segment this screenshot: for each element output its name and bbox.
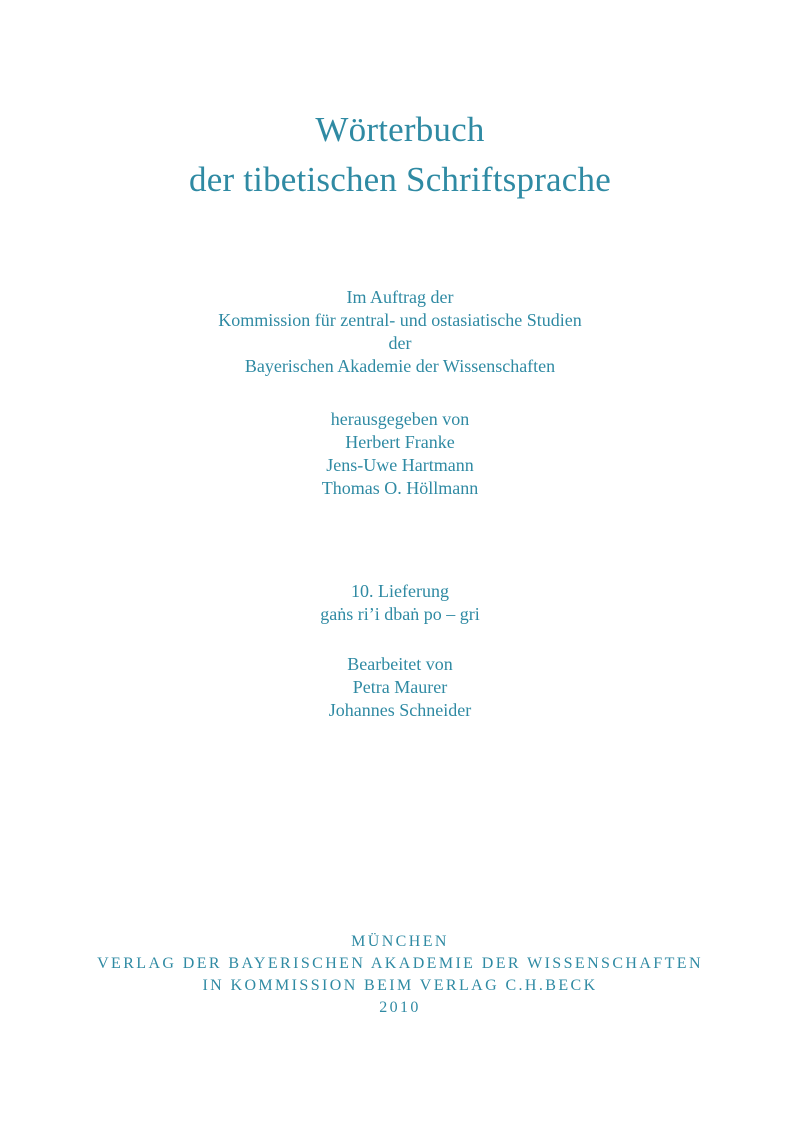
book-title-line-1: Wörterbuch <box>315 110 485 149</box>
commission-line: der <box>388 333 412 353</box>
book-title-line-2: der tibetischen Schriftsprache <box>189 160 611 199</box>
imprint-publisher: VERLAG DER BAYERISCHEN AKADEMIE DER WISSENSCHAFTEN <box>97 955 703 972</box>
imprint-year: 2010 <box>379 999 421 1016</box>
editors-intro: herausgegeben von <box>330 409 470 429</box>
imprint-city: MÜNCHEN <box>351 933 449 950</box>
imprint-commission: IN KOMMISSION BEIM VERLAG C.H.BECK <box>202 977 598 994</box>
delivery-block <box>0 580 800 626</box>
contributors-block <box>0 653 800 722</box>
commission-line: Bayerischen Akademie der Wissenschaften <box>244 356 556 376</box>
imprint-block <box>0 931 800 1019</box>
delivery-number: 10. Lieferung <box>351 581 449 601</box>
delivery-range: gaṅs ri’i dbaṅ po – gri <box>320 604 480 624</box>
contributors-intro: Bearbeitet von <box>347 654 453 674</box>
editors-block <box>0 408 800 500</box>
commission-line: Im Auftrag der <box>346 287 454 307</box>
commission-line: Kommission für zentral- und ostasiatische Studien <box>218 310 582 330</box>
editor-name: Jens-Uwe Hartmann <box>326 455 474 475</box>
editor-name: Herbert Franke <box>345 432 455 452</box>
commission-block <box>0 286 800 378</box>
contributor-name: Johannes Schneider <box>328 700 472 720</box>
editor-name: Thomas O. Höllmann <box>321 478 479 498</box>
contributor-name: Petra Maurer <box>352 677 448 697</box>
